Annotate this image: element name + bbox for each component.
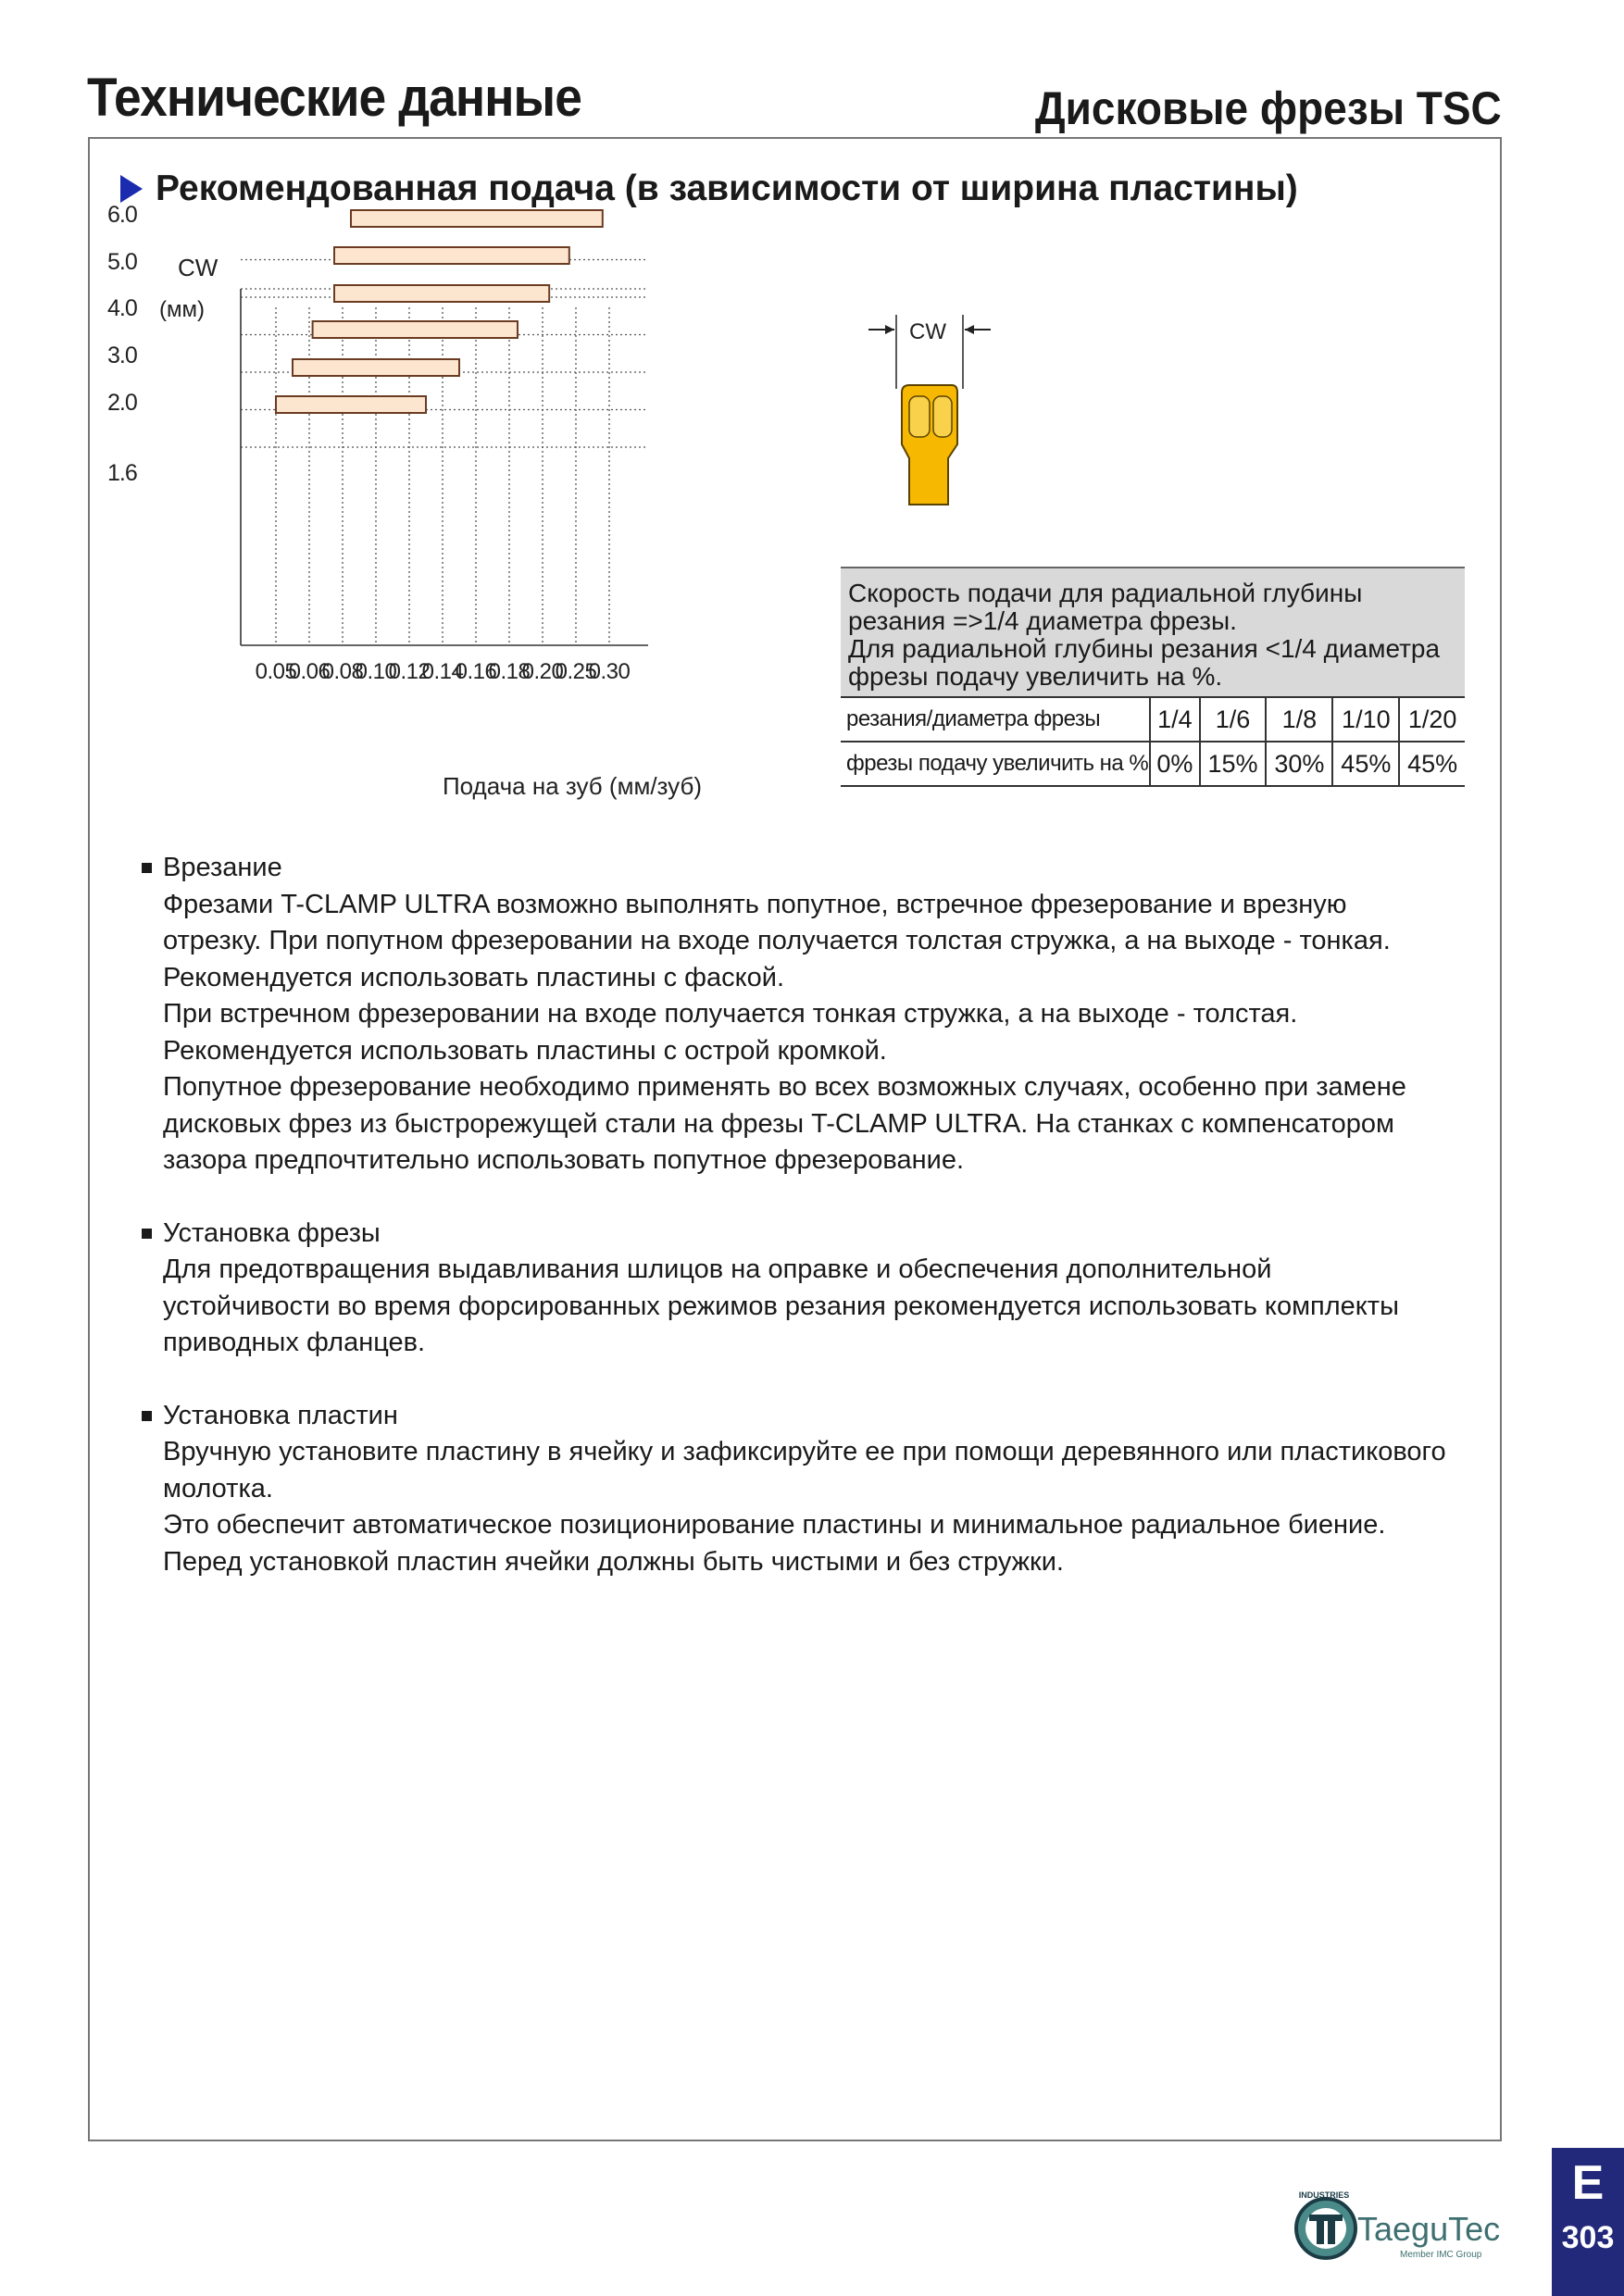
table-cell: 45% (1332, 742, 1399, 786)
table-cell: 15% (1200, 742, 1267, 786)
table-cell: 1/8 (1266, 697, 1332, 742)
insert-cw-diagram (861, 306, 1009, 509)
insert-edge-right (933, 396, 952, 437)
x-tick-label: 0.05 (255, 659, 297, 684)
range-bar (334, 247, 569, 264)
bullet-line: Рекомендуется использовать пластины с острой кромкой. (163, 1035, 887, 1066)
table-cell: 1/20 (1399, 697, 1465, 742)
chart-axes (241, 289, 648, 645)
table-cell: 0% (1150, 742, 1199, 786)
square-bullet-icon (142, 863, 152, 873)
page-title: Технические данные (87, 68, 581, 128)
table-cell: 1/4 (1150, 697, 1199, 742)
chart-grid (241, 260, 648, 646)
page-subtitle: Дисковые фрезы TSC (1035, 82, 1502, 134)
bullet-line: устойчивости во время форсированных режимов резания рекомендуется использовать комплекты (163, 1291, 1399, 1321)
logo-arc-text: INDUSTRIES (1298, 2190, 1350, 2200)
bullet-insert-mounting (142, 1398, 1484, 1581)
square-bullet-icon (142, 1229, 152, 1239)
bullet-title: Установка пластин (163, 1400, 398, 1430)
y-tick-label: 1.6 (107, 460, 137, 486)
chart-x-ticks (256, 659, 631, 684)
x-tick-label: 0.18 (488, 659, 531, 684)
x-tick-label: 0.06 (288, 659, 331, 684)
feed-note-line: Для радиальной глубины резания <1/4 диаметра (848, 634, 1441, 663)
bullet-line: дисковых фрез из быстрорежущей стали на фрезы T-CLAMP ULTRA. На станках с компенсатором (163, 1108, 1394, 1139)
row-label: фрезы подачу увеличить на % (841, 742, 1150, 786)
bullet-line: Фрезами T-CLAMP ULTRA возможно выполнять попутное, встречное фрезерование и врезную (163, 889, 1347, 919)
y-tick-label: 2.0 (107, 390, 137, 416)
bullet-line: Рекомендуется использовать пластины с фаской. (163, 962, 785, 992)
table-row (841, 742, 1465, 786)
square-bullet-icon (142, 1411, 152, 1421)
bullet-list (142, 850, 1484, 1616)
y-tick-label: 3.0 (107, 343, 137, 368)
table-cell: 45% (1399, 742, 1465, 786)
row-label: резания/диаметра фрезы (841, 697, 1150, 742)
logo-inner-circle (1305, 2208, 1346, 2249)
section-heading-text: Рекомендованная подача (в зависимости от ширина пластины) (156, 168, 1298, 208)
bullet-title: Врезание (163, 853, 282, 882)
table-cell: 1/10 (1332, 697, 1399, 742)
table-cell: 1/6 (1200, 697, 1267, 742)
bullet-line: При встречном фрезеровании на входе получается тонкая стружка, а на выходе - толстая. (163, 999, 1298, 1029)
y-tick-label: 5.0 (107, 249, 137, 275)
bullet-line: приводных фланцев. (163, 1328, 426, 1357)
insert-edge-left (909, 396, 930, 437)
x-tick-label: 0.10 (355, 659, 397, 684)
feed-note-line: фрезы подачу увеличить на %. (848, 662, 1223, 691)
page-tab (1552, 2148, 1624, 2296)
x-tick-label: 0.30 (588, 659, 631, 684)
range-bar (351, 210, 603, 227)
bullet-line: отрезку. При попутном фрезеровании на входе получается толстая стружка, а на выходе - тонкая. (163, 926, 1391, 955)
section-letter: E (1571, 2156, 1605, 2210)
y-tick-label: 4.0 (107, 295, 137, 321)
section-heading (120, 168, 1298, 209)
x-tick-label: 0.25 (555, 659, 597, 684)
arrow-left-icon (965, 325, 974, 334)
logo-sub-text: Member IMC Group (1400, 2250, 1482, 2260)
feed-note (841, 568, 1465, 697)
feed-note-line: резания =>1/4 диаметра фрезы. (848, 606, 1237, 635)
x-tick-label: 0.14 (421, 659, 464, 684)
bullet-line: зазора предпочтительно использовать попутное фрезерование. (163, 1145, 965, 1175)
page-number: 303 (1561, 2220, 1615, 2255)
arrow-right-icon (885, 325, 894, 334)
logo-brand-text: TaeguTec (1357, 2210, 1501, 2248)
bullet-line: Вручную установите пластину в ячейку и зафиксируйте ее при помощи деревянного или пластикового (163, 1437, 1446, 1466)
table-cell: 30% (1266, 742, 1332, 786)
triangle-bullet-icon (120, 175, 143, 203)
x-tick-label: 0.12 (388, 659, 431, 684)
bullet-line: молотка. (163, 1473, 273, 1504)
feed-chart (107, 202, 824, 805)
bullet-line: Это обеспечит автоматическое позиционирование пластины и минимальное радиальное биение. (163, 1510, 1386, 1540)
range-bar (334, 285, 549, 302)
x-tick-label: 0.08 (321, 659, 364, 684)
chart-yunit: (мм) (159, 297, 205, 322)
range-bar (313, 321, 518, 338)
feed-increase-table (841, 567, 1465, 787)
logo-t-stem2-icon (1328, 2215, 1335, 2244)
chart-xlabel: Подача на зуб (мм/зуб) (442, 772, 703, 800)
x-tick-label: 0.16 (455, 659, 497, 684)
x-tick-label: 0.20 (521, 659, 564, 684)
cw-label: CW (909, 319, 946, 344)
bullet-cutter-mounting (142, 1216, 1484, 1362)
chart-ylabel: CW (178, 254, 219, 281)
bullet-line: Перед установкой пластин ячейки должны быть чистыми и без стружки. (163, 1546, 1064, 1577)
logo-t-bar-icon (1309, 2215, 1343, 2221)
feed-note-line: Скорость подачи для радиальной глубины (848, 579, 1363, 607)
logo-t-stem-icon (1317, 2215, 1324, 2244)
y-tick-label: 6.0 (107, 202, 137, 228)
bullet-line: Для предотвращения выдавливания шлицов на оправке и обеспечения дополнительной (163, 1254, 1272, 1284)
bullet-title: Установка фрезы (163, 1217, 381, 1248)
bullet-line: Попутное фрезерование необходимо применять во всех возможных случаях, особенно при замене (163, 1072, 1406, 1102)
bullet-cutting (142, 850, 1484, 1179)
table-row (841, 697, 1465, 742)
range-bar (293, 359, 459, 376)
taegutec-logo (1289, 2187, 1539, 2270)
range-bar (276, 396, 426, 413)
